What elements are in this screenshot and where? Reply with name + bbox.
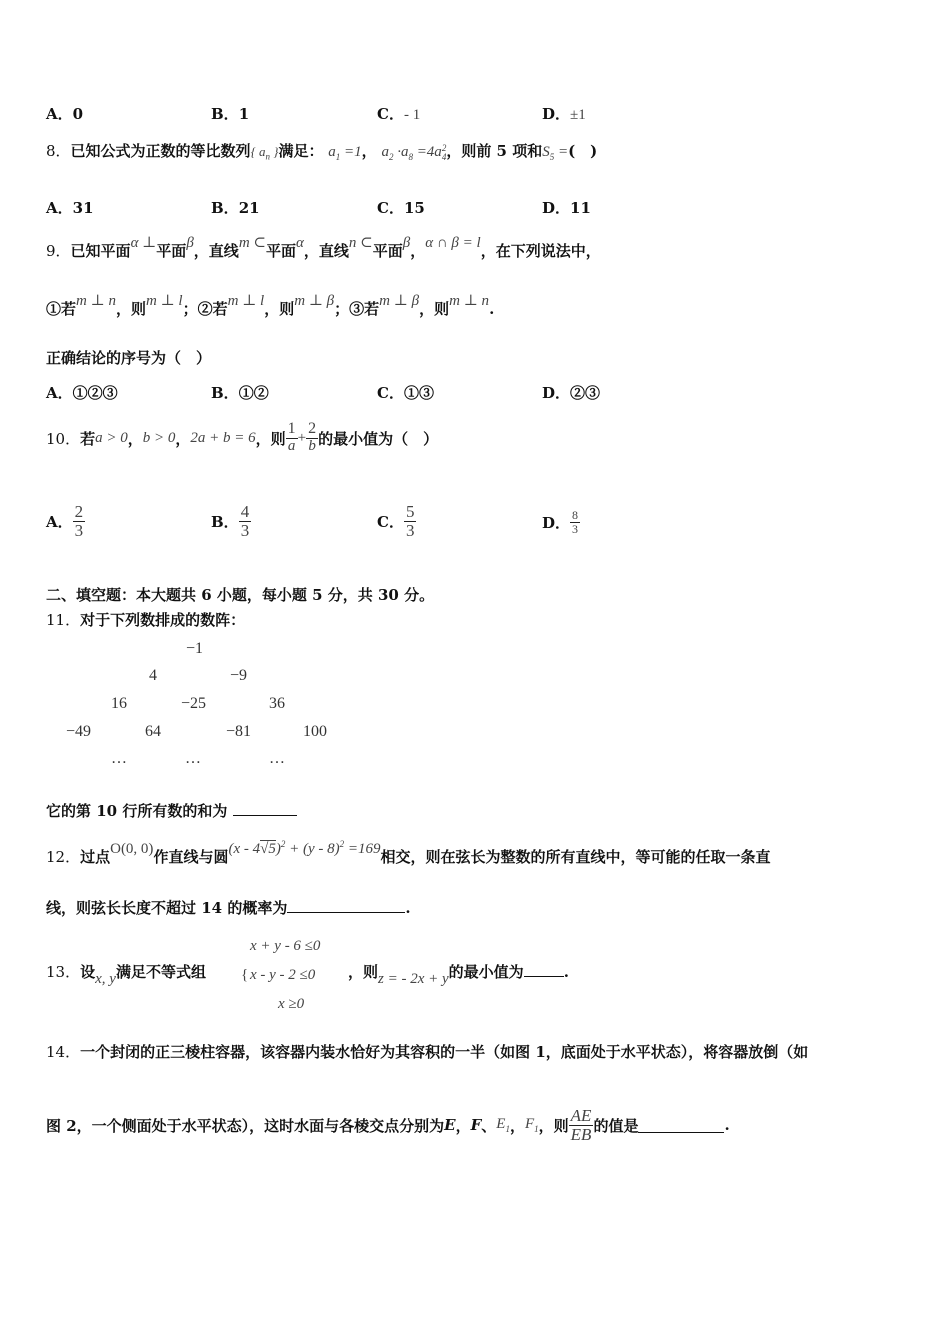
q9-option-a	[46, 382, 118, 403]
q8-s-letter: S	[542, 144, 550, 160]
q8-s5	[542, 144, 568, 160]
q10-math-1: a > 0	[95, 429, 128, 446]
q8-option-c	[377, 197, 425, 218]
q10-frac2-num: 2	[308, 420, 317, 438]
q9-math-5: n ⊂	[348, 235, 373, 251]
q10-option-b-num: 4	[240, 501, 250, 521]
q9-statement-2-cond: m ⊥ l	[227, 293, 265, 309]
q11-array-r2c2: −9	[230, 667, 248, 684]
q14-comma-1: ，	[455, 1116, 471, 1135]
q8-number: 8．	[46, 142, 71, 160]
q8-option-a	[46, 197, 94, 218]
q10-option-d-den: 3	[572, 521, 579, 536]
q9-text-6: 平面	[372, 242, 403, 260]
q13-end: .	[563, 963, 569, 981]
q10-fraction-1	[286, 421, 298, 455]
q12-circle-eq	[228, 841, 380, 857]
q11-array-r3c1: 16	[111, 695, 127, 712]
q8-option-d	[542, 197, 591, 218]
q12-text-1: 过点	[80, 848, 111, 866]
q9-statement-3-cond: m ⊥ β	[379, 293, 420, 309]
q13-tail	[348, 961, 569, 987]
q8-s-sub: 5	[549, 152, 555, 162]
q7-option-c	[377, 103, 420, 124]
q7-option-b	[211, 103, 249, 124]
q13-text-3: ，则	[348, 963, 379, 981]
q13-text-1: 设	[80, 963, 96, 981]
q8-option-a-value: 31	[72, 199, 94, 217]
q14-f1-letter: F	[524, 1116, 535, 1132]
q9-math-3: m ⊂	[238, 235, 266, 251]
q8-option-b-value: 21	[238, 199, 260, 217]
q9-text-1: 已知平面	[70, 242, 131, 260]
q10-option-a-num: 2	[74, 501, 84, 521]
q10-math-2: b > 0	[142, 429, 176, 446]
q8-answer-paren: ( )	[568, 142, 598, 160]
q12-text-2: 作直线与圆	[153, 848, 229, 866]
q8-eq2-b-sub: 8	[408, 152, 413, 162]
q10-option-a-frac	[73, 503, 86, 540]
q14-line1-text: 一个封闭的正三棱柱容器，该容器内装水恰好为其容积的一半（如图 1，底面处于水平状态），将容器放倒（如	[80, 1043, 809, 1061]
q8-option-c-value: 15	[403, 199, 425, 217]
q9-option-b-label: B．	[211, 384, 239, 402]
q10-option-c-frac	[404, 503, 417, 540]
q9-text-8: ，在下列说法中，	[480, 242, 601, 260]
q12-sq-2: 2	[339, 839, 345, 849]
q9-statement-1-if: ①若	[46, 300, 77, 318]
q8-eq1-a: a	[328, 144, 336, 160]
q9-statements	[46, 293, 495, 319]
q12-circ-b: )	[275, 841, 281, 857]
q9-statement-2-result: m ⊥ β	[294, 293, 335, 309]
q11-text: 对于下列数排成的数阵：	[80, 611, 246, 629]
q8-option-a-label: A．	[46, 199, 73, 217]
q12-circ-a: (x - 4	[228, 841, 261, 857]
q9-statement-end: .	[489, 300, 495, 318]
q11-array-r3c3: 36	[269, 695, 285, 712]
q8-option-c-label: C．	[377, 199, 404, 217]
q10-option-b-label: B．	[211, 512, 239, 531]
q11-array-r4c4: 100	[303, 723, 327, 740]
q8-eq1	[328, 144, 361, 160]
q11-array-r5c2: …	[185, 750, 201, 767]
q14-point-e: E	[444, 1116, 456, 1134]
q9-statement-2-if: ；②若	[182, 300, 228, 318]
q12-point: O(0, 0)	[110, 841, 154, 857]
q8-s-eq: =	[554, 144, 569, 160]
q9-option-a-value: ①②③	[72, 384, 118, 402]
q10-option-d-label: D．	[542, 513, 571, 532]
q12-text-3: 相交，则在弦长为整数的所有直线中，等可能的任取一条直	[380, 848, 771, 866]
q14-ratio	[569, 1107, 594, 1144]
q13-inequality-2: x - y - 2 ≤0	[250, 967, 316, 983]
q11-number: 11．	[46, 611, 81, 629]
q13-stem	[46, 961, 206, 987]
q14-point-e1	[496, 1116, 510, 1134]
q9-text-7: ，	[410, 242, 426, 260]
q10-frac1-num: 1	[287, 420, 296, 438]
q9-math-7: α ∩ β = l	[425, 235, 481, 251]
q7-option-a-label: A．	[46, 105, 73, 123]
q14-line-2	[46, 1102, 730, 1148]
q9-option-d-label: D．	[542, 384, 571, 402]
q9-math-4: α	[295, 235, 304, 251]
q10-frac1-den: a	[287, 438, 296, 455]
q9-text-3: ，直线	[193, 242, 239, 260]
q11-stem	[46, 609, 245, 630]
q10-plus: +	[297, 429, 307, 446]
q12-sqrt-value: 5	[268, 841, 276, 857]
q7-option-c-value: - 1	[403, 107, 421, 123]
q14-ratio-den: EB	[570, 1124, 592, 1144]
q12-line2-text: 线，则弦长长度不超过 14 的概率为	[46, 899, 288, 917]
q9-option-d-value: ②③	[570, 384, 601, 402]
q8-option-d-value: 11	[570, 199, 591, 217]
q8-eq1-rest: =1	[340, 144, 362, 160]
q9-statement-1-result: m ⊥ l	[145, 293, 183, 309]
q9-math-2: β	[186, 235, 194, 251]
q9-number: 9．	[46, 242, 71, 260]
q10-text-4: ，则	[255, 429, 286, 448]
q9-option-c	[377, 382, 434, 403]
q10-option-b-frac	[239, 503, 252, 540]
q11-ask: 它的第 10 行所有数的和为	[46, 802, 228, 820]
q11-array-r4c3: −81	[226, 723, 252, 740]
q7-option-b-value: 1	[238, 105, 250, 123]
q8-text-3: ，则前 5 项和	[446, 142, 543, 160]
q7-option-d	[542, 103, 586, 124]
q8-eq2-a-sub: 2	[388, 152, 394, 162]
q11-question	[46, 800, 297, 821]
q8-seq-sub: n	[265, 151, 271, 162]
q10-option-c-num: 5	[405, 501, 415, 521]
q9-statement-2-then: ，则	[264, 300, 295, 318]
q8-eq2-a: a	[381, 144, 389, 160]
q8-text-1: 已知公式为正数的等比数列	[70, 142, 251, 160]
q8-eq2	[381, 144, 446, 160]
q14-line2-text: 图 2，一个侧面处于水平状态），这时水面与各棱交点分别为	[46, 1116, 445, 1135]
q11-array-r1c1: −1	[186, 640, 204, 657]
q14-ratio-num: AE	[570, 1105, 592, 1125]
q9-option-b-value: ①②	[238, 384, 269, 402]
q10-text-2: ，	[127, 429, 143, 448]
q8-eq2-sub: 4	[441, 151, 447, 162]
q14-point-f: F	[470, 1116, 482, 1134]
q12-sq-1: 2	[280, 839, 286, 849]
q10-fraction-2	[306, 421, 318, 455]
q7-option-c-label: C．	[377, 105, 404, 123]
q9-option-b	[211, 382, 269, 403]
q9-stem	[46, 235, 601, 261]
q12-end: .	[405, 899, 411, 917]
q14-comma-2: ，	[509, 1116, 525, 1135]
q11-array-r4c2: 64	[145, 723, 161, 740]
q14-e1-sub: 1	[505, 1124, 510, 1134]
q12-stem	[46, 839, 771, 867]
q8-eq2-c: =4a	[412, 144, 442, 160]
q11-answer-blank[interactable]	[233, 815, 297, 816]
q12-sqrt: √5	[260, 841, 276, 857]
q10-frac2-den: b	[308, 438, 316, 455]
q14-end: .	[724, 1116, 730, 1134]
q10-text-1: 若	[80, 429, 96, 448]
q13-text-2: 满足不等式组	[115, 963, 206, 981]
q13-brace: {	[241, 967, 249, 983]
q14-line-1	[46, 1041, 808, 1062]
q9-text-4: 平面	[265, 242, 296, 260]
q7-option-b-label: B．	[211, 105, 239, 123]
q10-option-d	[542, 502, 580, 542]
q10-option-c-den: 3	[405, 520, 415, 540]
q9-option-d	[542, 382, 600, 403]
section-2-title: 二、填空题：本大题共 6 小题，每小题 5 分，共 30 分。	[46, 586, 435, 604]
q14-number: 14．	[46, 1043, 81, 1061]
q11-array-r5c3: …	[269, 750, 285, 767]
q13-vars: x, y	[95, 971, 116, 987]
q10-option-a-den: 3	[74, 520, 84, 540]
q9-statement-1-then: ，则	[115, 300, 146, 318]
q14-text-4: 的值是	[593, 1116, 639, 1135]
q7-option-d-label: D．	[542, 105, 571, 123]
q14-sep: 、	[481, 1116, 497, 1135]
q13-inequality-1: x + y - 6 ≤0	[250, 938, 321, 954]
q12-answer-blank[interactable]	[287, 912, 405, 913]
q8-seq: { $a_n$ }	[250, 144, 279, 162]
q9-math-6: β	[402, 235, 411, 251]
q13-inequality-3: x ≥0	[278, 996, 305, 1012]
q11-array-r2c1: 4	[149, 667, 157, 684]
q9-option-c-label: C．	[377, 384, 404, 402]
q12-line-2	[46, 897, 411, 918]
q10-option-b	[211, 498, 251, 544]
q7-option-d-value: ±1	[570, 107, 586, 123]
q8-option-b	[211, 197, 260, 218]
q9-option-a-label: A．	[46, 384, 73, 402]
q9-prompt: 正确结论的序号为（ ）	[46, 349, 212, 367]
q9-text-2: 平面	[156, 242, 187, 260]
q9-statement-3-if: ；③若	[334, 300, 380, 318]
q10-option-a	[46, 498, 85, 544]
q13-text-4: 的最小值为	[448, 963, 524, 981]
q10-stem	[46, 414, 438, 462]
q10-text-5: 的最小值为（ ）	[318, 429, 439, 448]
q10-math-3: 2a + b = 6	[190, 429, 256, 446]
q10-option-d-frac	[570, 509, 580, 535]
q8-sep: ，	[361, 142, 377, 160]
q10-number: 10．	[46, 429, 81, 448]
q9-statement-3-then: ，则	[419, 300, 450, 318]
q11-array-r3c2: −25	[181, 695, 207, 712]
q12-number: 12．	[46, 848, 81, 866]
q8-eq2-sup: 2	[441, 142, 447, 153]
q11-array-r5c1: …	[111, 750, 127, 767]
q9-option-c-value: ①③	[403, 384, 434, 402]
q14-f1-sub: 1	[534, 1124, 539, 1134]
q7-option-a-value: 0	[72, 105, 84, 123]
q8-option-d-label: D．	[542, 199, 571, 217]
q13-number: 13．	[46, 963, 81, 981]
q8-text-2: 满足：	[278, 142, 324, 160]
q8-eq2-b: ·a	[393, 144, 409, 160]
q13-answer-blank[interactable]	[524, 976, 564, 977]
q9-math-1: α ⊥	[130, 235, 157, 251]
q8-option-b-label: B．	[211, 199, 239, 217]
q9-text-5: ，直线	[303, 242, 349, 260]
q14-text-3: ，则	[538, 1116, 569, 1135]
q9-statement-3-result: m ⊥ n	[449, 293, 490, 309]
q10-option-b-den: 3	[240, 520, 250, 540]
q11-array-r4c1: −49	[66, 723, 92, 740]
q8-eq1-sub: 1	[335, 152, 341, 162]
q8-stem	[46, 140, 597, 162]
q8-seq-letter: a	[259, 144, 266, 159]
q9-statement-1-cond: m ⊥ n	[76, 293, 116, 309]
q10-option-c-label: C．	[377, 512, 404, 531]
q10-text-3: ，	[175, 429, 191, 448]
q10-option-d-num: 8	[572, 507, 579, 522]
q7-option-a	[46, 103, 83, 124]
q10-option-a-label: A．	[46, 512, 73, 531]
q14-point-f1	[525, 1116, 539, 1134]
q14-answer-blank[interactable]	[638, 1132, 724, 1133]
q12-circ-d: =169	[344, 841, 381, 857]
q14-e1-letter: E	[496, 1116, 506, 1132]
q13-objective: z = - 2x + y	[378, 971, 449, 987]
q12-circ-c: + (y - 8)	[285, 841, 340, 857]
q10-option-c	[377, 498, 416, 544]
